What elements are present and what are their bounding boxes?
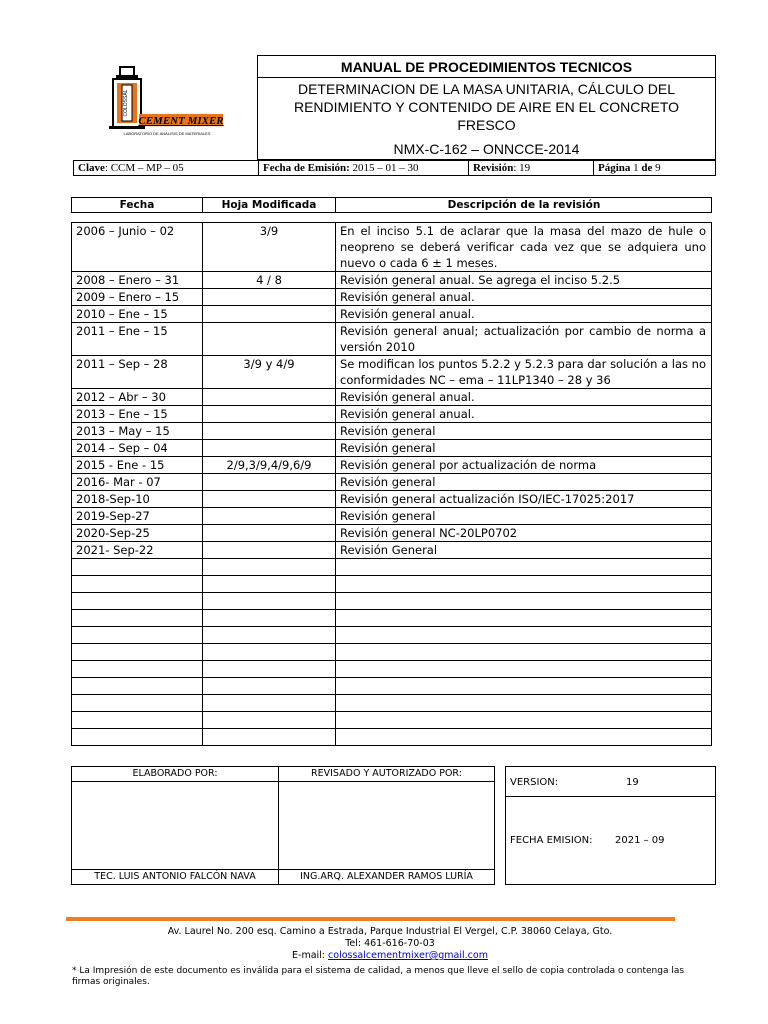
table-row [72, 491, 712, 508]
fecha-emision-cell [259, 161, 468, 175]
revision-sheet-cell [203, 593, 336, 610]
table-row [72, 610, 712, 627]
cement-mixer-logo-icon [73, 55, 257, 160]
clave-label: Clave [78, 162, 105, 174]
revision-description-cell: Revisión general anual. Se agrega el inciso 5.2.5 [336, 272, 712, 289]
document-title-line: RENDIMIENTO Y CONTENIDO DE AIRE EN EL CONCRETO [293, 99, 680, 115]
table-row [72, 406, 712, 423]
document-info-row [73, 160, 716, 176]
footer-address: Av. Laurel No. 200 esq. Camino a Estrada, Parque Industrial El Vergel, C.P. 38060 Celaya, Gto. [167, 926, 613, 937]
fecha-emision-value: 2015 – 01 – 30 [349, 162, 419, 174]
revision-sheet-cell [203, 644, 336, 661]
clave-cell [74, 161, 258, 175]
svg-text:CEMENT MIXER: CEMENT MIXER [138, 115, 224, 127]
revision-date-cell: 2009 – Enero – 15 [72, 289, 203, 306]
column-header-descripcion: Descripción de la revisión [447, 199, 601, 211]
revision-sheet-cell [203, 508, 336, 525]
document-title-line: FRESCO [457, 117, 516, 133]
svg-text:LABORATORIO DE ANALISIS DE MAT: LABORATORIO DE ANALISIS DE MATERIALES [123, 131, 211, 136]
clave-value: : CCM – MP – 05 [104, 162, 184, 174]
revision-date-cell: 2015 - Ene - 15 [72, 457, 203, 474]
version-value: 19 [626, 777, 639, 788]
footer-phone: Tel: 461-616-70-03 [345, 938, 435, 949]
table-row [72, 272, 712, 289]
revisado-name: ING.ARQ. ALEXANDER RAMOS LURÍA [300, 871, 473, 882]
revision-sheet-cell [203, 678, 336, 695]
revision-date-cell [72, 559, 203, 576]
pagina-cell [594, 161, 715, 175]
revision-sheet-cell [203, 695, 336, 712]
revision-date-cell [72, 729, 203, 746]
table-row [72, 289, 712, 306]
revision-description-cell [336, 695, 712, 712]
revision-date-cell: 2020-Sep-25 [72, 525, 203, 542]
revision-date-cell: 2012 – Abr – 30 [72, 389, 203, 406]
table-row [72, 712, 712, 729]
revision-description-cell: Revisión general [336, 474, 712, 491]
revision-date-cell [72, 593, 203, 610]
revision-date-cell: 2019-Sep-27 [72, 508, 203, 525]
table-row [72, 525, 712, 542]
table-row [72, 440, 712, 457]
table-row [72, 661, 712, 678]
revisions-table-header [71, 197, 712, 213]
revision-date-cell [72, 712, 203, 729]
revision-description-cell [336, 712, 712, 729]
revision-date-cell: 2011 – Ene – 15 [72, 323, 203, 356]
revision-description-cell: Revisión general anual. [336, 306, 712, 323]
revision-description-cell: Revisión general anual. [336, 289, 712, 306]
revision-cell [469, 161, 593, 175]
revision-date-cell: 2008 – Enero – 31 [72, 272, 203, 289]
revision-sheet-cell [203, 389, 336, 406]
document-title [258, 80, 715, 134]
pagina-de-label: de [641, 162, 653, 174]
revision-description-cell [336, 576, 712, 593]
document-norm: NMX-C-162 – ONNCCE-2014 [393, 141, 580, 157]
column-header-hoja: Hoja Modificada [221, 199, 317, 211]
footer-divider [66, 917, 675, 921]
version-box [505, 766, 716, 885]
revision-sheet-cell [203, 542, 336, 559]
revision-description-cell [336, 644, 712, 661]
table-row [72, 576, 712, 593]
revision-sheet-cell [203, 729, 336, 746]
revision-date-cell: 2013 – May – 15 [72, 423, 203, 440]
fecha-emision-box-label: FECHA EMISION: [510, 835, 593, 846]
revision-sheet-cell: 3/9 y 4/9 [203, 356, 336, 389]
table-row [72, 389, 712, 406]
document-title-line: DETERMINACION DE LA MASA UNITARIA, CÁLCULO DEL [297, 81, 676, 97]
revision-date-cell: 2018-Sep-10 [72, 491, 203, 508]
table-row [72, 323, 712, 356]
revision-date-cell [72, 644, 203, 661]
revision-sheet-cell [203, 525, 336, 542]
elaborado-label: ELABORADO POR: [132, 768, 218, 779]
revision-description-cell: Revisión general anual; actualización por cambio de norma a versión 2010 [336, 323, 712, 356]
revision-description-cell [336, 661, 712, 678]
table-row [72, 695, 712, 712]
table-row [72, 474, 712, 491]
revision-date-cell: 2006 – Junio – 02 [72, 223, 203, 272]
svg-text:COLOSSAL: COLOSSAL [123, 89, 129, 117]
table-row [72, 356, 712, 389]
revision-sheet-cell [203, 440, 336, 457]
revision-date-cell: 2021- Sep-22 [72, 542, 203, 559]
revision-description-cell [336, 729, 712, 746]
revision-date-cell [72, 678, 203, 695]
divider [72, 781, 494, 782]
revision-sheet-cell: 2/9,3/9,4/9,6/9 [203, 457, 336, 474]
divider [278, 767, 279, 884]
revision-label: Revisión [473, 162, 514, 174]
revision-sheet-cell [203, 576, 336, 593]
revision-description-cell: Revisión general [336, 423, 712, 440]
pagina-label: Página [598, 162, 631, 174]
table-row [72, 542, 712, 559]
revision-date-cell: 2013 – Ene – 15 [72, 406, 203, 423]
pagina-total: 9 [652, 162, 661, 174]
signatures-box [71, 766, 495, 885]
revision-sheet-cell [203, 423, 336, 440]
revision-description-cell: Se modifican los puntos 5.2.2 y 5.2.3 para dar solución a las no conformidades NC – ema – 11LP1340 – 28 y 36 [336, 356, 712, 389]
revision-sheet-cell [203, 491, 336, 508]
revision-sheet-cell [203, 323, 336, 356]
version-label: VERSION: [510, 777, 559, 788]
table-row [72, 678, 712, 695]
table-row [72, 627, 712, 644]
revision-description-cell: Revisión general [336, 508, 712, 525]
table-row [72, 559, 712, 576]
revision-description-cell: Revisión general por actualización de norma [336, 457, 712, 474]
revision-date-cell: 2016- Mar - 07 [72, 474, 203, 491]
revision-date-cell [72, 576, 203, 593]
revision-description-cell [336, 559, 712, 576]
table-row [72, 423, 712, 440]
revision-description-cell [336, 593, 712, 610]
revision-description-cell: Revisión general anual. [336, 389, 712, 406]
revision-sheet-cell [203, 474, 336, 491]
revision-date-cell: 2011 – Sep – 28 [72, 356, 203, 389]
revision-sheet-cell [203, 627, 336, 644]
revision-description-cell: Revisión General [336, 542, 712, 559]
divider [506, 796, 715, 797]
footer-contact [60, 926, 720, 962]
revision-date-cell: 2014 – Sep – 04 [72, 440, 203, 457]
revisado-label: REVISADO Y AUTORIZADO POR: [311, 768, 462, 779]
table-row [72, 508, 712, 525]
table-row [72, 644, 712, 661]
manual-title: MANUAL DE PROCEDIMIENTOS TECNICOS [258, 56, 715, 78]
revision-description-cell [336, 627, 712, 644]
revision-sheet-cell [203, 661, 336, 678]
table-row [72, 729, 712, 746]
revision-sheet-cell [203, 712, 336, 729]
table-row [72, 457, 712, 474]
document-header [257, 55, 716, 160]
revisions-table [71, 222, 712, 746]
footer-note: * La Impresión de este documento es inválida para el sistema de calidad, a menos que lleve el sello de copia controlada o contenga las firmas originales. [72, 966, 685, 987]
table-row [72, 306, 712, 323]
revision-date-cell [72, 661, 203, 678]
footer-email-label: E-mail: [292, 950, 329, 961]
company-logo [73, 55, 257, 160]
revision-description-cell [336, 678, 712, 695]
revision-date-cell [72, 610, 203, 627]
revision-description-cell [336, 610, 712, 627]
revision-sheet-cell: 4 / 8 [203, 272, 336, 289]
revision-description-cell: Revisión general NC-20LP0702 [336, 525, 712, 542]
revision-date-cell: 2010 – Ene – 15 [72, 306, 203, 323]
revisions-table-body [72, 223, 712, 746]
revision-description-cell: Revisión general anual. [336, 406, 712, 423]
fecha-emision-label: Fecha de Emisión: [263, 162, 350, 174]
revision-sheet-cell [203, 289, 336, 306]
column-header-fecha: Fecha [119, 199, 155, 211]
table-row [72, 223, 712, 272]
revision-sheet-cell [203, 610, 336, 627]
pagina-number: 1 [630, 162, 642, 174]
revision-date-cell [72, 695, 203, 712]
revision-sheet-cell [203, 306, 336, 323]
table-row [72, 593, 712, 610]
revision-description-cell: Revisión general actualización ISO/IEC-17025:2017 [336, 491, 712, 508]
revision-sheet-cell [203, 559, 336, 576]
email-link[interactable]: colossalcementmixer@gmail.com [328, 950, 488, 961]
elaborado-name: TEC. LUIS ANTONIO FALCÓN NAVA [94, 871, 256, 882]
revision-description-cell: Revisión general [336, 440, 712, 457]
revision-date-cell [72, 627, 203, 644]
revision-description-cell: En el inciso 5.1 de aclarar que la masa del mazo de hule o neopreno se deberá verificar cada vez que se adquiera uno nuevo o cada 6 ± 1 meses. [336, 223, 712, 272]
revision-value: : 19 [513, 162, 531, 174]
fecha-emision-box-value: 2021 – 09 [615, 835, 665, 846]
revision-sheet-cell: 3/9 [203, 223, 336, 272]
revision-sheet-cell [203, 406, 336, 423]
footer-email-line [60, 950, 720, 962]
